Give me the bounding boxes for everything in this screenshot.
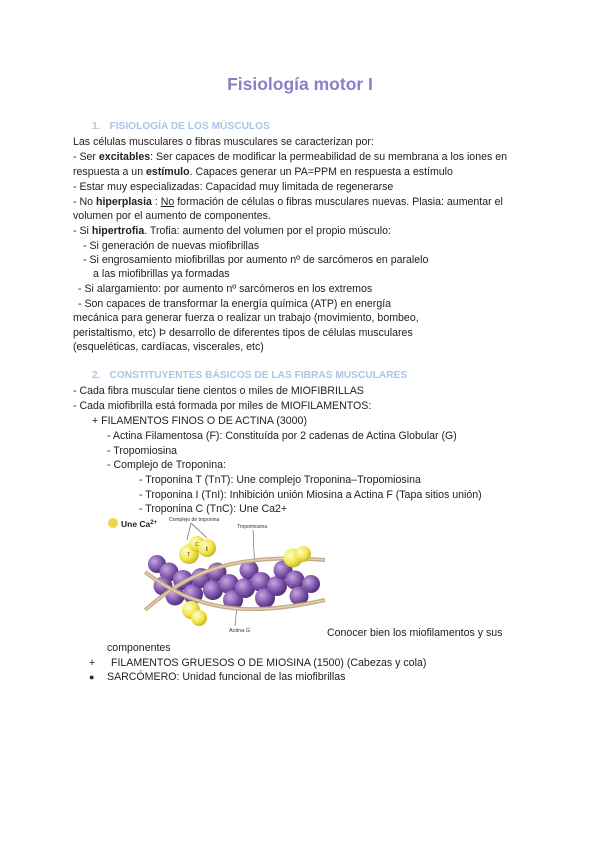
troponin-complex-right	[284, 546, 312, 568]
une-ca-label	[108, 518, 158, 529]
miofibrillas-line: - Cada fibra muscular tiene cientos o miles de MIOFIBRILLAS	[73, 385, 364, 397]
intro-line: Las células musculares o fibras musculares se caracterizan por:	[73, 136, 374, 148]
complejo-label: Complejo de troponina	[169, 517, 220, 523]
troponin-i-letter: I	[206, 547, 208, 553]
excitables-line: - Ser excitables: Ser capaces de modificar la permeabilidad de su membrana a los iones en	[73, 151, 508, 163]
tropomiosina-label: Tropomiosina	[237, 524, 268, 530]
section-2-heading	[92, 370, 407, 381]
filamentos-gruesos-line: FILAMENTOS GRUESOS O DE MIOSINA (1500) (Cabezas y cola)	[111, 657, 427, 669]
miofilamentos-line: - Cada miofibrilla está formada por miles de MIOFILAMENTOS:	[73, 400, 372, 412]
transformar-line-3: peristaltismo, etc) Þ desarrollo de diferentes tipos de células musculares	[73, 327, 413, 339]
transformar-line-4: (esqueléticas, cardíacas, viscerales, etc)	[73, 341, 264, 353]
troponina-i-line: - Troponina I (TnI): Inhibición unión Miosina a Actina F (Tapa sitios unión)	[139, 489, 482, 501]
hiperplasia-line: - No hiperplasia : No formación de células o fibras musculares nuevas. Plasia: aumentar el	[73, 196, 503, 208]
complejo-troponina-line: - Complejo de Troponina:	[107, 459, 226, 471]
section-2-title: CONSTITUYENTES BÁSICOS DE LAS FIBRAS MUSCULARES	[109, 370, 408, 381]
une-ca-sup: 2+	[150, 520, 158, 526]
hipertrofia-line: - Si hipertrofia. Trofia: aumento del volumen por el propio músculo:	[73, 225, 391, 237]
gruesos-bullet: +	[89, 657, 96, 669]
section-2-number: 2.	[92, 370, 101, 381]
filamentos-finos-line: + FILAMENTOS FINOS O DE ACTINA (3000)	[92, 415, 307, 427]
hipertrofia-sub-2b: a las miofibrillas ya formadas	[93, 268, 230, 280]
section-1-heading	[92, 121, 270, 132]
page-title: Fisiología motor I	[227, 74, 373, 94]
leader-line	[187, 523, 191, 540]
troponin-complex-bottom	[182, 601, 207, 626]
hiperplasia-line-2: volumen por el aumento de componentes.	[73, 210, 271, 222]
troponina-c-line: - Troponina C (TnC): Une Ca2+	[139, 503, 288, 515]
actina-f-line: - Actina Filamentosa (F): Constituída por 2 cadenas de Actina Globular (G)	[107, 430, 457, 442]
troponin-complex-top	[179, 536, 216, 564]
leader-line	[191, 523, 207, 538]
transformar-line: - Son capaces de transformar la energía química (ATP) en energía	[78, 298, 392, 310]
thin-filament-figure	[105, 514, 327, 638]
actina-g-label: Actina G	[229, 628, 251, 634]
section-1-title: FISIOLOGÍA DE LOS MÚSCULOS	[109, 121, 270, 132]
transformar-line-2: mecánica para generar fuerza o realizar un trabajo (movimiento, bombeo,	[73, 312, 419, 324]
nota-line-2: componentes	[107, 642, 171, 654]
section-1-number: 1.	[92, 121, 101, 132]
sarcomero-line: SARCÓMERO: Unidad funcional de las miofibrillas	[107, 671, 346, 683]
tropomiosina-line: - Tropomiosina	[107, 445, 178, 457]
une-ca-text: Une Ca	[121, 519, 151, 529]
hipertrofia-sub-2: - Si engrosamiento miofibrillas por aumento nº de sarcómeros en paralelo	[83, 254, 429, 266]
especializadas-line: - Estar muy especializadas: Capacidad muy limitada de regenerarse	[73, 181, 394, 193]
alargamiento-line: - Si alargamiento: por aumento nº sarcómeros en los extremos	[78, 283, 373, 295]
troponin-t-letter: T	[187, 552, 191, 558]
calcium-icon	[108, 518, 118, 528]
troponin-c-letter: C	[195, 542, 199, 548]
sarcomero-bullet: ●	[89, 672, 95, 682]
hipertrofia-sub-1: - Si generación de nuevas miofibrillas	[83, 240, 260, 252]
estimulo-line: respuesta a un estímulo. Capaces generar un PA=PPM en respuesta a estímulo	[73, 166, 453, 178]
troponina-t-line: - Troponina T (TnT): Une complejo Troponina–Tropomiosina	[139, 474, 421, 486]
nota-line: Conocer bien los miofilamentos y sus	[327, 627, 503, 639]
svg-text:Une Ca2+	[121, 519, 158, 529]
